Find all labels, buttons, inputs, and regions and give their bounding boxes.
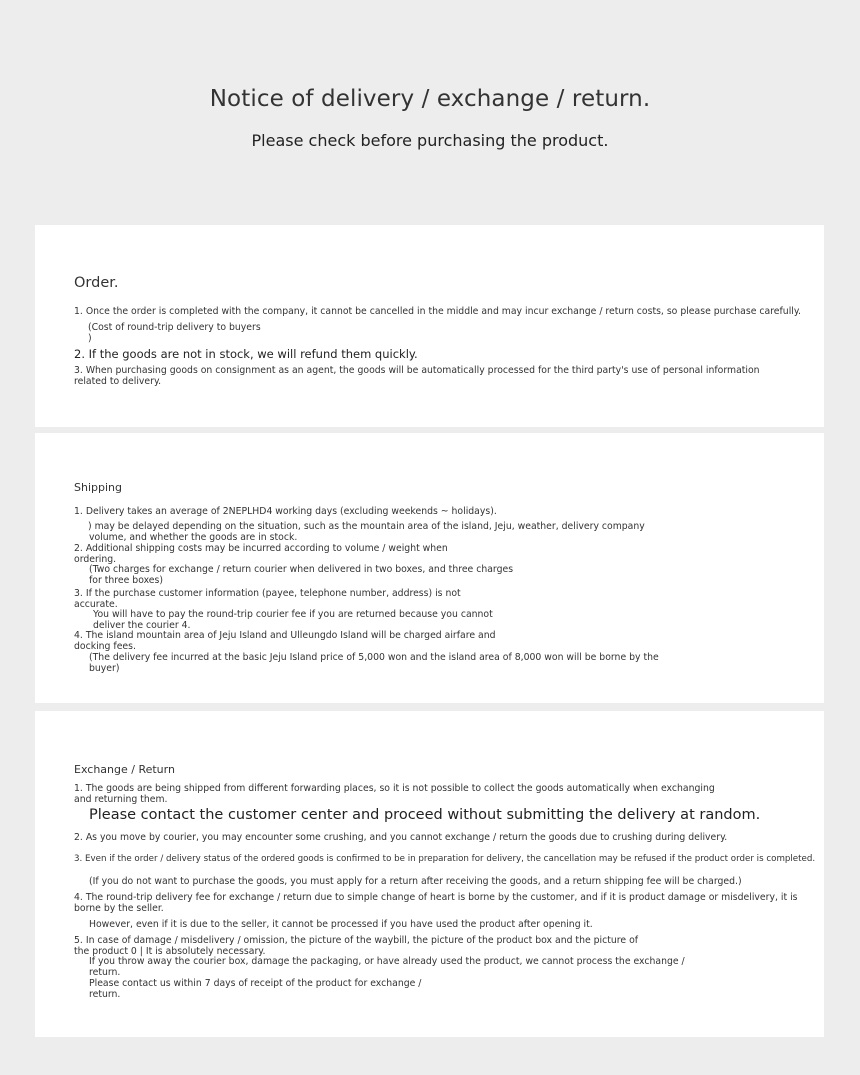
exchange-line: 1. The goods are being shipped from different forwarding places, so it is not possible to collect the goods automatically when exchanging (74, 783, 715, 794)
order-line: (Cost of round-trip delivery to buyers (88, 322, 261, 333)
order-line: 1. Once the order is completed with the company, it cannot be cancelled in the middle and may incur exchange / return costs, so please purchase carefully. (74, 306, 801, 317)
exchange-line: the product 0 | It is absolutely necessary. (74, 946, 266, 957)
exchange-line: (If you do not want to purchase the goods, you must apply for a return after receiving the goods, and a return shipping fee will be charged.) (89, 876, 742, 887)
exchange-line: and returning them. (74, 794, 168, 805)
exchange-line: If you throw away the courier box, damage the packaging, or have already used the product, we cannot process the exchange / (89, 956, 685, 967)
page-title: Notice of delivery / exchange / return. (209, 86, 651, 112)
shipping-line: 4. The island mountain area of Jeju Island and Ulleungdo Island will be charged airfare and (74, 630, 496, 641)
shipping-line: deliver the courier 4. (93, 620, 191, 631)
order-line: related to delivery. (74, 376, 162, 387)
shipping-line: buyer) (89, 663, 120, 674)
exchange-line: 3. Even if the order / delivery status of the ordered goods is confirmed to be in preparation for delivery, the cancellation may be refused if the product order is completed. (74, 854, 816, 864)
shipping-line: 1. Delivery takes an average of 2NEPLHD4 working days (excluding weekends ~ holidays). (74, 506, 497, 517)
exchange-line: Please contact us within 7 days of receipt of the product for exchange / (89, 978, 422, 989)
order-section (35, 225, 824, 427)
shipping-line: (Two charges for exchange / return courier when delivered in two boxes, and three charges (89, 564, 514, 575)
order-line: 3. When purchasing goods on consignment as an agent, the goods will be automatically processed for the third party's use of personal information (74, 365, 760, 376)
exchange-return-section (35, 711, 824, 1037)
shipping-line: 3. If the purchase customer information (payee, telephone number, address) is not (74, 588, 461, 599)
notice-header (0, 0, 860, 225)
exchange-line: However, even if it is due to the seller, it cannot be processed if you have used the product after opening it. (89, 919, 593, 930)
shipping-line: 2. Additional shipping costs may be incurred according to volume / weight when (74, 543, 448, 554)
shipping-line: accurate. (74, 599, 118, 610)
shipping-line: volume, and whether the goods are in stock. (89, 532, 298, 543)
exchange-line: 2. As you move by courier, you may encounter some crushing, and you cannot exchange / return the goods due to crushing during delivery. (74, 832, 728, 843)
exchange-line: 5. In case of damage / misdelivery / omission, the picture of the waybill, the picture of the product box and the picture of (74, 935, 639, 946)
exchange-notice: Please contact the customer center and proceed without submitting the delivery at random. (89, 807, 761, 823)
order-line: ) (88, 333, 92, 344)
shipping-line: You will have to pay the round-trip courier fee if you are returned because you cannot (93, 609, 493, 620)
order-title: Order. (74, 275, 119, 291)
shipping-title: Shipping (74, 481, 122, 494)
shipping-line: ordering. (74, 554, 117, 565)
page-subtitle: Please check before purchasing the product. (251, 131, 609, 150)
shipping-section (35, 433, 824, 703)
order-line: 2. If the goods are not in stock, we will refund them quickly. (74, 347, 418, 361)
exchange-line: borne by the seller. (74, 903, 164, 914)
shipping-line: ) may be delayed depending on the situation, such as the mountain area of the island, Jeju, weather, delivery company (88, 521, 645, 532)
shipping-line: (The delivery fee incurred at the basic Jeju Island price of 5,000 won and the island area of 8,000 won will be borne by the (89, 652, 659, 663)
exchange-title: Exchange / Return (74, 763, 175, 776)
exchange-line: return. (89, 967, 121, 978)
exchange-line: 4. The round-trip delivery fee for exchange / return due to simple change of heart is borne by the customer, and if it is product damage or misdelivery, it is (74, 892, 798, 903)
exchange-line: return. (89, 989, 121, 1000)
shipping-line: for three boxes) (89, 575, 163, 586)
shipping-line: docking fees. (74, 641, 136, 652)
